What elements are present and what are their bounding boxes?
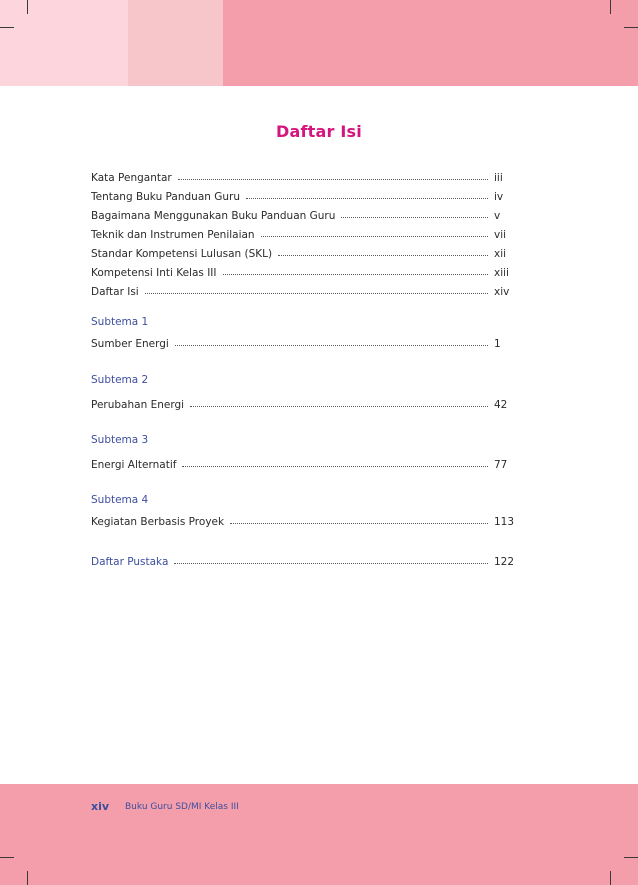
toc-leader	[145, 292, 488, 294]
toc-row-subtheme-3[interactable]	[91, 455, 516, 471]
toc-leader	[190, 405, 488, 407]
toc-row-kompetensi-inti[interactable]	[91, 263, 516, 279]
crop-mark-tr-v	[610, 0, 611, 14]
crop-mark-bl-v	[27, 871, 28, 885]
header-band-light	[0, 0, 128, 86]
toc-leader	[174, 562, 488, 564]
toc-page: 122	[494, 556, 515, 568]
toc-page: xiv	[494, 286, 510, 298]
toc-page: 42	[494, 399, 508, 411]
toc-leader	[278, 254, 488, 256]
page-title: Daftar Isi	[276, 122, 362, 141]
crop-mark-bl-h	[0, 857, 14, 858]
toc-row-daftar-pustaka[interactable]	[91, 552, 516, 568]
toc-page: 113	[494, 516, 515, 528]
crop-mark-tl-v	[27, 0, 28, 14]
toc-page: 1	[494, 338, 501, 350]
toc-page: vii	[494, 229, 507, 241]
subtheme-heading-4: Subtema 4	[91, 494, 149, 506]
toc-leader	[261, 235, 488, 237]
header-band-dark	[223, 0, 638, 86]
footer-page-number: xiv	[91, 800, 110, 813]
toc-page: xii	[494, 248, 507, 260]
toc-label: Sumber Energi	[91, 338, 169, 350]
toc-page: iv	[494, 191, 504, 203]
crop-mark-tr-h	[624, 27, 638, 28]
toc-label: Kegiatan Berbasis Proyek	[91, 516, 225, 528]
toc-label: Tentang Buku Panduan Guru	[91, 191, 241, 203]
toc-row-subtheme-1[interactable]	[91, 334, 516, 350]
footer-book-title: Buku Guru SD/MI Kelas III	[125, 802, 239, 812]
toc-leader	[230, 522, 488, 524]
crop-mark-tl-h	[0, 27, 14, 28]
toc-label: Energi Alternatif	[91, 459, 177, 471]
toc-leader	[246, 197, 488, 199]
toc-row-subtheme-4[interactable]	[91, 512, 516, 528]
toc-page: v	[494, 210, 501, 222]
subtheme-heading-2: Subtema 2	[91, 374, 149, 386]
crop-mark-br-h	[624, 857, 638, 858]
toc-label: Daftar Isi	[91, 286, 139, 298]
toc-page: iii	[494, 172, 503, 184]
toc-row-subtheme-2[interactable]	[91, 395, 516, 411]
toc-label: Perubahan Energi	[91, 399, 185, 411]
toc-label: Kata Pengantar	[91, 172, 172, 184]
toc-leader	[223, 273, 489, 275]
toc-leader	[182, 465, 488, 467]
subtheme-heading-1: Subtema 1	[91, 316, 149, 328]
toc-leader	[175, 344, 488, 346]
toc-leader	[178, 178, 488, 180]
header-band-mid	[128, 0, 223, 86]
toc-label: Teknik dan Instrumen Penilaian	[91, 229, 255, 241]
toc-label: Kompetensi Inti Kelas III	[91, 267, 217, 279]
toc-page: 77	[494, 459, 508, 471]
toc-row-tentang-buku[interactable]	[91, 187, 516, 203]
toc-row-kata-pengantar[interactable]	[91, 168, 516, 184]
toc-leader	[341, 216, 488, 218]
toc-label: Bagaimana Menggunakan Buku Panduan Guru	[91, 210, 336, 222]
toc-row-teknik[interactable]	[91, 225, 516, 241]
toc-label: Daftar Pustaka	[91, 556, 169, 568]
toc-row-bagaimana[interactable]	[91, 206, 516, 222]
toc-page: xiii	[494, 267, 509, 279]
subtheme-heading-3: Subtema 3	[91, 434, 149, 446]
crop-mark-br-v	[610, 871, 611, 885]
toc-row-daftar-isi[interactable]	[91, 282, 516, 298]
toc-label: Standar Kompetensi Lulusan (SKL)	[91, 248, 273, 260]
toc-row-skl[interactable]	[91, 244, 516, 260]
